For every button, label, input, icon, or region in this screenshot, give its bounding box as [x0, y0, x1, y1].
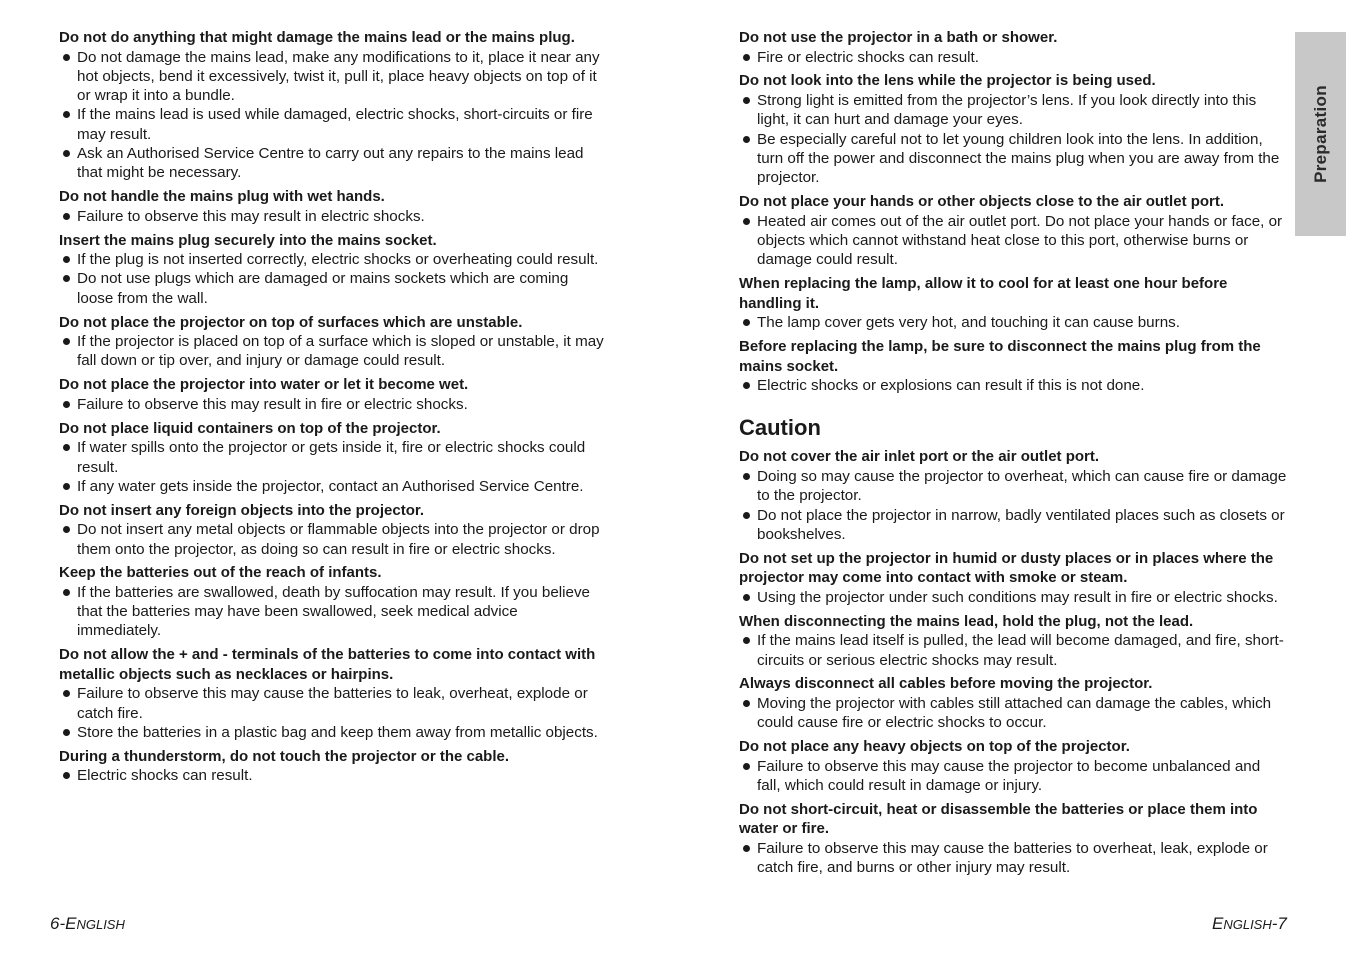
bullet-dot-icon — [63, 772, 70, 779]
bullet-list — [59, 520, 605, 559]
warning-section — [59, 645, 605, 742]
warning-sections-right — [739, 28, 1287, 395]
warning-section — [739, 192, 1287, 269]
bullet-dot-icon — [63, 213, 70, 220]
warning-section — [739, 28, 1287, 67]
bullet-text: Do not damage the mains lead, make any modifications to it, place it near any hot objects, bend it excessively, twist it, pull it, place heavy objects on top of it or wrap it into a bundle. — [77, 48, 600, 105]
bullet-list — [739, 839, 1287, 878]
bullet-item — [59, 48, 605, 106]
bullet-dot-icon — [743, 473, 750, 480]
warning-section — [59, 747, 605, 786]
bullet-dot-icon — [743, 218, 750, 225]
bullet-list — [59, 332, 605, 371]
bullet-text: The lamp cover gets very hot, and touching it can cause burns. — [757, 314, 1180, 332]
bullet-text: Ask an Authorised Service Centre to carry out any repairs to the mains lead that might be necessary. — [77, 145, 584, 182]
bullet-text: Electric shocks or explosions can result if this is not done. — [757, 377, 1145, 395]
page-right-num: -7 — [1271, 914, 1287, 933]
bullet-text: Failure to observe this may result in electric shocks. — [77, 207, 425, 225]
warning-section — [739, 674, 1287, 732]
warning-section — [739, 549, 1287, 607]
bullet-item — [739, 212, 1287, 270]
warning-section — [739, 612, 1287, 670]
bullet-text: Heated air comes out of the air outlet port. Do not place your hands or face, or objects which cannot withstand heat close to this port, otherwise burns or damage could result. — [757, 212, 1283, 269]
bullet-list — [739, 91, 1287, 187]
section-heading: Do not place your hands or other objects close to the air outlet port. — [739, 192, 1225, 210]
warning-section — [59, 313, 605, 371]
bullet-text: If the plug is not inserted correctly, electric shocks or overheating could result. — [77, 251, 599, 269]
section-heading: Do not insert any foreign objects into the projector. — [59, 501, 425, 519]
bullet-dot-icon — [63, 526, 70, 533]
bullet-list — [739, 588, 1287, 607]
bullet-text: Fire or electric shocks can result. — [757, 48, 979, 66]
bullet-item — [59, 250, 605, 269]
section-heading: Do not look into the lens while the projector is being used. — [739, 72, 1156, 90]
warning-section — [739, 71, 1287, 187]
section-heading: Do not do anything that might damage the mains lead or the mains plug. — [59, 29, 575, 46]
bullet-list — [739, 313, 1287, 332]
section-heading: When replacing the lamp, allow it to cool for at least one hour before handling it. — [739, 274, 1228, 312]
bullet-list — [739, 631, 1287, 670]
bullet-item — [739, 839, 1287, 878]
section-heading: Keep the batteries out of the reach of infants. — [59, 564, 382, 582]
warning-section — [59, 419, 605, 496]
bullet-dot-icon — [743, 845, 750, 852]
warning-section — [59, 187, 605, 226]
bullet-list — [739, 694, 1287, 733]
bullet-dot-icon — [743, 512, 750, 519]
bullet-text: If water spills onto the projector or gets inside it, fire or electric shocks could result. — [77, 439, 586, 476]
section-heading: Do not place liquid containers on top of the projector. — [59, 419, 441, 437]
bullet-list — [739, 467, 1287, 544]
section-tab — [1295, 32, 1346, 236]
bullet-item — [59, 207, 605, 226]
bullet-item — [59, 477, 605, 496]
bullet-dot-icon — [743, 136, 750, 143]
page-left-num: 6- — [50, 914, 66, 933]
section-heading: Do not short-circuit, heat or disassemble the batteries or place them into water or fire. — [739, 800, 1258, 838]
warning-section — [739, 737, 1287, 795]
bullet-text: If the batteries are swallowed, death by suffocation may result. If you believe that the batteries may have been swallowed, seek medical advice immediately. — [77, 583, 591, 640]
bullet-text: Do not place the projector in narrow, badly ventilated places such as closets or bookshelves. — [757, 506, 1285, 543]
bullet-item — [59, 438, 605, 477]
section-heading: Insert the mains plug securely into the mains socket. — [59, 231, 437, 249]
section-heading: Do not use the projector in a bath or shower. — [739, 29, 1058, 46]
bullet-text: If any water gets inside the projector, contact an Authorised Service Centre. — [77, 477, 584, 495]
bullet-dot-icon — [63, 589, 70, 596]
section-heading: Do not cover the air inlet port or the air outlet port. — [739, 448, 1100, 466]
bullet-dot-icon — [63, 150, 70, 157]
warning-section — [739, 800, 1287, 878]
bullet-item — [59, 269, 605, 308]
page-right-first: E — [1212, 914, 1224, 933]
warning-section — [739, 447, 1287, 544]
bullet-list — [59, 766, 605, 785]
bullet-item — [739, 588, 1287, 607]
bullet-dot-icon — [63, 275, 70, 282]
bullet-item — [739, 506, 1287, 545]
bullet-dot-icon — [743, 54, 750, 61]
section-heading: Before replacing the lamp, be sure to disconnect the mains plug from the mains socket. — [739, 337, 1261, 375]
page-left-first: E — [65, 914, 77, 933]
bullet-dot-icon — [743, 382, 750, 389]
warning-section — [739, 274, 1287, 332]
warning-section — [739, 337, 1287, 395]
bullet-item — [739, 631, 1287, 670]
bullet-text: Electric shocks can result. — [77, 767, 253, 785]
bullet-item — [59, 583, 605, 641]
bullet-dot-icon — [63, 111, 70, 118]
bullet-item — [739, 130, 1287, 188]
bullet-list — [59, 438, 605, 496]
bullet-item — [739, 91, 1287, 130]
right-column — [739, 28, 1287, 882]
bullet-text: Moving the projector with cables still attached can damage the cables, which could cause fire or electric shocks to occur. — [757, 694, 1272, 732]
bullet-list — [739, 212, 1287, 270]
bullet-dot-icon — [743, 97, 750, 104]
caution-sections — [739, 447, 1287, 877]
bullet-dot-icon — [63, 483, 70, 490]
bullet-dot-icon — [63, 729, 70, 736]
bullet-dot-icon — [63, 256, 70, 263]
bullet-text: If the projector is placed on top of a surface which is sloped or unstable, it may fall down or tip over, and injury or damage could result. — [77, 333, 604, 370]
bullet-text: Failure to observe this may cause the projector to become unbalanced and fall, which could result in damage or injury. — [757, 757, 1261, 794]
bullet-text: Doing so may cause the projector to overheat, which can cause fire or damage to the projector. — [757, 468, 1287, 505]
page-right-rest: NGLISH — [1223, 917, 1272, 932]
warning-section — [59, 231, 605, 308]
bullet-dot-icon — [743, 700, 750, 707]
bullet-text: Be especially careful not to let young children look into the lens. In addition, turn off the power and disconnect the mains plug when you are away from the projector. — [757, 130, 1280, 187]
bullet-dot-icon — [743, 594, 750, 601]
section-heading: Do not place the projector into water or let it become wet. — [59, 376, 469, 394]
bullet-text: Using the projector under such conditions may result in fire or electric shocks. — [757, 588, 1278, 606]
warning-section — [59, 375, 605, 414]
left-column — [59, 28, 605, 790]
bullet-item — [59, 144, 605, 183]
bullet-text: Failure to observe this may cause the batteries to overheat, leak, explode or catch fire, and burns or other injury may result. — [757, 839, 1268, 877]
bullet-dot-icon — [63, 690, 70, 697]
bullet-dot-icon — [63, 444, 70, 451]
bullet-list — [739, 48, 1287, 67]
page-number-left — [50, 914, 125, 934]
section-heading: Do not allow the + and - terminals of the batteries to come into contact with metallic objects such as necklaces or hairpins. — [59, 646, 596, 683]
bullet-dot-icon — [743, 763, 750, 770]
section-heading: Do not place the projector on top of surfaces which are unstable. — [59, 313, 523, 331]
warning-section — [59, 28, 605, 183]
bullet-list — [59, 250, 605, 308]
section-heading: During a thunderstorm, do not touch the projector or the cable. — [59, 747, 510, 765]
bullet-list — [59, 395, 605, 414]
bullet-text: Do not use plugs which are damaged or mains sockets which are coming loose from the wall. — [77, 270, 569, 307]
bullet-text: Failure to observe this may cause the batteries to leak, overheat, explode or catch fire. — [77, 685, 588, 722]
bullet-text: Failure to observe this may result in fire or electric shocks. — [77, 395, 468, 413]
bullet-list — [59, 207, 605, 226]
bullet-item — [59, 395, 605, 414]
warning-section — [59, 501, 605, 559]
bullet-text: If the mains lead is used while damaged, electric shocks, short-circuits or fire may result. — [77, 106, 593, 143]
bullet-item — [739, 757, 1287, 796]
page-number-right — [1212, 914, 1287, 934]
bullet-list — [59, 583, 605, 641]
bullet-dot-icon — [63, 54, 70, 61]
page-left-rest: NGLISH — [76, 917, 125, 932]
bullet-item — [59, 723, 605, 742]
bullet-item — [59, 766, 605, 785]
warning-section — [59, 563, 605, 640]
bullet-list — [59, 48, 605, 183]
bullet-dot-icon — [63, 401, 70, 408]
bullet-text: If the mains lead itself is pulled, the lead will become damaged, and fire, short-circuits or serious electric shocks may result. — [757, 632, 1284, 669]
section-heading: Always disconnect all cables before moving the projector. — [739, 675, 1153, 693]
bullet-list — [739, 376, 1287, 395]
section-tab-label: Preparation — [1310, 85, 1330, 183]
caution-heading: Caution — [739, 415, 821, 441]
bullet-item — [739, 376, 1287, 395]
section-heading: Do not handle the mains plug with wet hands. — [59, 188, 385, 206]
bullet-text: Store the batteries in a plastic bag and keep them away from metallic objects. — [77, 724, 598, 742]
bullet-item — [739, 48, 1287, 67]
bullet-item — [59, 520, 605, 559]
bullet-dot-icon — [63, 338, 70, 345]
bullet-item — [739, 467, 1287, 506]
bullet-item — [59, 684, 605, 723]
bullet-text: Strong light is emitted from the projector’s lens. If you look directly into this light, it can hurt and damage your eyes. — [757, 91, 1257, 129]
bullet-dot-icon — [743, 319, 750, 326]
bullet-list — [59, 684, 605, 742]
bullet-dot-icon — [743, 637, 750, 644]
section-heading: Do not place any heavy objects on top of the projector. — [739, 738, 1130, 756]
bullet-list — [739, 757, 1287, 796]
bullet-item — [59, 332, 605, 371]
bullet-text: Do not insert any metal objects or flammable objects into the projector or drop them onto the projector, as doing so can result in fire or electric shocks. — [77, 521, 600, 558]
bullet-item — [739, 694, 1287, 733]
section-heading: When disconnecting the mains lead, hold the plug, not the lead. — [739, 612, 1194, 630]
bullet-item — [59, 105, 605, 144]
section-heading: Do not set up the projector in humid or dusty places or in places where the projector may come into contact with smoke or steam. — [739, 549, 1274, 587]
bullet-item — [739, 313, 1287, 332]
